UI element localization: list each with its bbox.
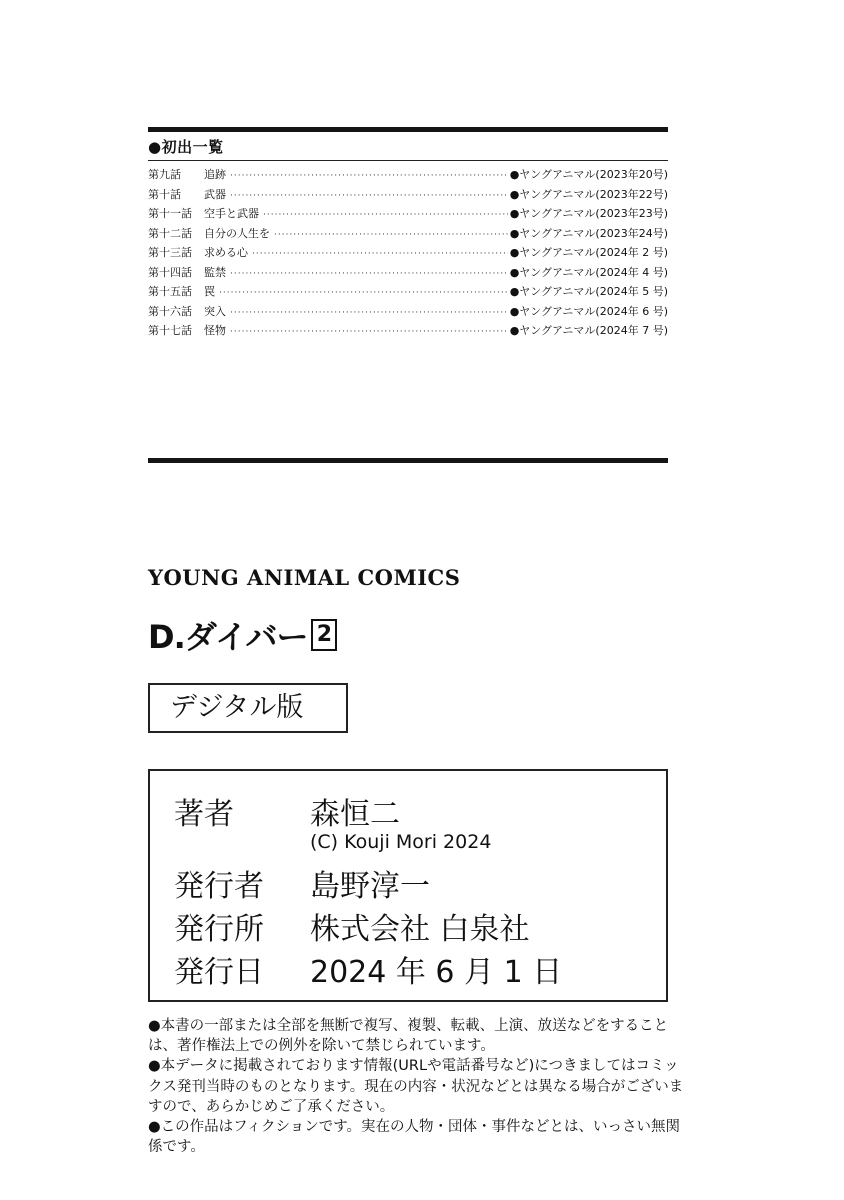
- series-title: D.ダイバー: [148, 618, 308, 656]
- toc-source: ●ヤングアニマル(2024年 6 号): [509, 304, 668, 318]
- toc-entry: [148, 244, 668, 264]
- publisher-person-name: 島野淳一: [310, 869, 430, 904]
- toc-leader-dots: [263, 210, 508, 220]
- toc-leader-dots: [230, 171, 508, 181]
- publisher-person-row: [174, 861, 430, 905]
- toc-entry: [148, 264, 668, 284]
- toc-episode-title: 武器: [204, 187, 226, 201]
- toc-source: ●ヤングアニマル(2024年 4 号): [509, 265, 668, 279]
- toc-source: ●ヤングアニマル(2023年20号): [509, 168, 668, 181]
- toc-episode-number: 第十五話: [148, 285, 192, 298]
- toc-list: [148, 166, 668, 342]
- toc-episode-title: 監禁: [204, 265, 226, 279]
- toc-episode-title: 追跡: [204, 168, 226, 181]
- data-notice-text: ●本データに掲載されております情報(URLや電話番号など)につきましてはコミックス発刊当時のものとなります。現在の内容・状況などとは異なる場合がございますので、あらかじめご了承ください。: [148, 1058, 684, 1115]
- author-label: 著者: [174, 797, 234, 832]
- publisher-row: [174, 904, 530, 948]
- toc-entry: [148, 283, 668, 303]
- publisher-name: 株式会社 白泉社: [310, 912, 530, 947]
- toc-episode-title: 突入: [204, 304, 226, 318]
- toc-episode-number: 第十六話: [148, 304, 192, 318]
- toc-episode-number: 第十話: [148, 187, 181, 201]
- toc-episode-number: 第十二話: [148, 226, 192, 240]
- toc-entry: [148, 186, 668, 206]
- toc-entry: [148, 205, 668, 225]
- toc-episode-title: 自分の人生を: [204, 226, 270, 240]
- publisher-label: 発行所: [174, 912, 264, 947]
- toc-entry: [148, 322, 668, 342]
- legal-notes: [148, 1016, 688, 1157]
- series-title-block: [148, 612, 337, 658]
- toc-episode-title: 怪物: [204, 324, 226, 337]
- volume-number: 2: [311, 619, 337, 651]
- toc-episode-number: 第十七話: [148, 324, 192, 337]
- toc-source: ●ヤングアニマル(2024年 7 号): [509, 324, 668, 337]
- toc-leader-dots: [230, 308, 508, 318]
- top-rule: [148, 127, 668, 132]
- toc-episode-number: 第九話: [148, 168, 181, 181]
- imprint-label: YOUNG ANIMAL COMICS: [148, 565, 461, 590]
- toc-entry: [148, 225, 668, 245]
- toc-source: ●ヤングアニマル(2023年23号): [509, 207, 668, 220]
- copyright-notice: (C) Kouji Mori 2024: [310, 831, 492, 853]
- toc-episode-title: 罠: [204, 285, 215, 298]
- toc-divider: [148, 160, 668, 161]
- toc-leader-dots: [219, 288, 508, 298]
- toc-episode-number: 第十四話: [148, 265, 192, 279]
- toc-episode-title: 求める心: [204, 246, 248, 259]
- fiction-notice-text: ●この作品はフィクションです。実在の人物・団体・事件などとは、いっさい無関係です。: [148, 1119, 681, 1156]
- middle-rule: [148, 458, 668, 463]
- toc-entry: [148, 166, 668, 186]
- publisher-person-label: 発行者: [174, 869, 264, 904]
- author-row: [174, 789, 400, 833]
- edition-badge: デジタル版: [148, 683, 348, 733]
- toc-source: ●ヤングアニマル(2024年 5 号): [509, 285, 668, 298]
- date-label: 発行日: [174, 955, 264, 990]
- toc-episode-number: 第十一話: [148, 207, 192, 220]
- toc-entry: [148, 303, 668, 323]
- toc-source: ●ヤングアニマル(2023年22号): [509, 187, 668, 201]
- toc-episode-title: 空手と武器: [204, 207, 259, 220]
- toc-leader-dots: [230, 191, 508, 201]
- toc-leader-dots: [252, 249, 508, 259]
- toc-title: ●初出一覧: [148, 138, 224, 156]
- copyright-notice-text: ●本書の一部または全部を無断で複写、複製、転載、上演、放送などをすることは、著作権法上での例外を除いて禁じられています。: [148, 1018, 669, 1055]
- toc-episode-number: 第十三話: [148, 246, 192, 259]
- toc-source: ●ヤングアニマル(2024年 2 号): [509, 246, 668, 259]
- date-row: [174, 947, 562, 991]
- toc-leader-dots: [230, 327, 508, 337]
- credits-box: [148, 769, 668, 1002]
- publication-date: 2024 年 6 月 1 日: [310, 955, 563, 990]
- toc-source: ●ヤングアニマル(2023年24号): [509, 226, 668, 240]
- author-name: 森恒二: [310, 797, 400, 832]
- toc-leader-dots: [274, 230, 508, 240]
- toc-leader-dots: [230, 269, 508, 279]
